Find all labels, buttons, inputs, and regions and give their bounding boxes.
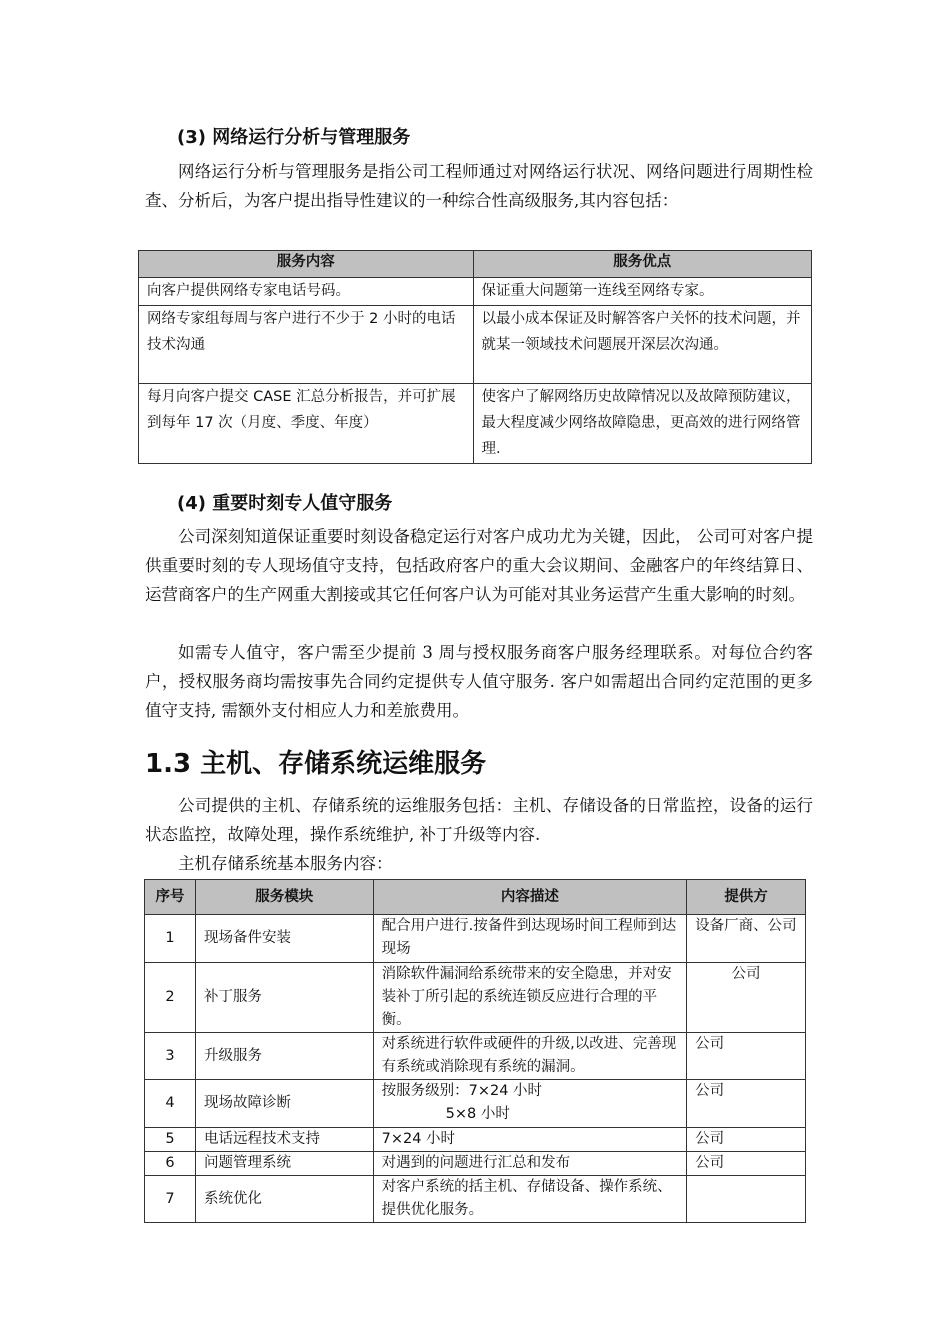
row-module: 问题管理系统 bbox=[195, 1152, 373, 1176]
section-3-intro: 网络运行分析与管理服务是指公司工程师通过对网络运行状况、网络问题进行周期性检查、分析后，为客户提出指导性建议的一种综合性高级服务,其内容包括： bbox=[145, 162, 813, 210]
table-row bbox=[145, 1128, 806, 1152]
section-3-heading: (3) 网络运行分析与管理服务 bbox=[177, 127, 411, 148]
table-cell: 保证重大问题第一连线至网络专家。 bbox=[473, 278, 812, 306]
row-provider: 公司 bbox=[687, 963, 806, 1033]
section-1-3-paragraph: 公司提供的主机、存储系统的运维服务包括：主机、存储设备的日常监控，设备的运行状态监控，故障处理，操作系统维护, 补丁升级等内容. bbox=[145, 796, 813, 844]
section-4-heading: (4) 重要时刻专人值守服务 bbox=[177, 493, 393, 514]
header-no: 序号 bbox=[145, 880, 196, 915]
table-row bbox=[145, 915, 806, 963]
row-description: 对遇到的问题进行汇总和发布 bbox=[373, 1152, 687, 1176]
table-row bbox=[145, 963, 806, 1033]
section-1-3-heading: 1.3 主机、存储系统运维服务 bbox=[145, 749, 487, 779]
row-module: 系统优化 bbox=[195, 1176, 373, 1223]
network-service-table bbox=[138, 250, 812, 464]
row-provider: 公司 bbox=[687, 1128, 806, 1152]
row-number: 2 bbox=[145, 963, 196, 1033]
row-number: 5 bbox=[145, 1128, 196, 1152]
table-row bbox=[139, 384, 812, 464]
row-provider bbox=[687, 1176, 806, 1223]
row-module: 现场备件安装 bbox=[195, 915, 373, 963]
service-level-2: 5×8 小时 bbox=[445, 1106, 510, 1122]
table-cell: 向客户提供网络专家电话号码。 bbox=[139, 278, 474, 306]
row-module: 电话远程技术支持 bbox=[195, 1128, 373, 1152]
header-service-content: 服务内容 bbox=[139, 251, 474, 278]
row-number: 1 bbox=[145, 915, 196, 963]
row-number: 7 bbox=[145, 1176, 196, 1223]
table-row bbox=[139, 306, 812, 384]
table-header-row bbox=[139, 251, 812, 278]
row-module: 补丁服务 bbox=[195, 963, 373, 1033]
row-provider: 公司 bbox=[687, 1152, 806, 1176]
header-provider: 提供方 bbox=[687, 880, 806, 915]
header-service-advantage: 服务优点 bbox=[473, 251, 812, 278]
header-description: 内容描述 bbox=[373, 880, 687, 915]
header-module: 服务模块 bbox=[195, 880, 373, 915]
section-4-paragraph-2: 如需专人值守，客户需至少提前 3 周与授权服务商客户服务经理联系。对每位合约客户，授权服务商均需按事先合同约定提供专人值守服务. 客户如需超出合同约定范围的更多值守支持, 需额外支付相应人力和差旅费用。 bbox=[145, 643, 813, 720]
table-cell: 以最小成本保证及时解答客户关怀的技术问题，并就某一领域技术问题展开深层次沟通。 bbox=[473, 306, 812, 384]
table-header-row bbox=[145, 880, 806, 915]
row-number: 4 bbox=[145, 1080, 196, 1128]
row-description: 对客户系统的括主机、存储设备、操作系统、提供优化服务。 bbox=[373, 1176, 687, 1223]
table-cell: 网络专家组每周与客户进行不少于 2 小时的电话技术沟通 bbox=[139, 306, 474, 384]
table-row bbox=[145, 1176, 806, 1223]
row-number: 6 bbox=[145, 1152, 196, 1176]
table-caption: 主机存储系统基本服务内容： bbox=[178, 854, 393, 873]
table-row bbox=[145, 1033, 806, 1080]
table-cell: 使客户了解网络历史故障情况以及故障预防建议，最大程度减少网络故障隐患，更高效的进行网络管理. bbox=[473, 384, 812, 464]
row-description: 消除软件漏洞给系统带来的安全隐患，并对安装补丁所引起的系统连锁反应进行合理的平衡。 bbox=[373, 963, 687, 1033]
row-description: 7×24 小时 bbox=[373, 1128, 687, 1152]
row-provider: 设备厂商、公司 bbox=[687, 915, 806, 963]
row-module: 现场故障诊断 bbox=[195, 1080, 373, 1128]
table-row bbox=[145, 1080, 806, 1128]
row-provider: 公司 bbox=[687, 1080, 806, 1128]
row-description: 对系统进行软件或硬件的升级,以改进、完善现有系统或消除现有系统的漏洞。 bbox=[373, 1033, 687, 1080]
row-description: 配合用户进行.按备件到达现场时间工程师到达现场 bbox=[373, 915, 687, 963]
host-storage-service-table bbox=[144, 879, 806, 1223]
row-provider: 公司 bbox=[687, 1033, 806, 1080]
table-row bbox=[139, 278, 812, 306]
row-number: 3 bbox=[145, 1033, 196, 1080]
section-4-paragraph-1: 公司深刻知道保证重要时刻设备稳定运行对客户成功尤为关键，因此， 公司可对客户提供重要时刻的专人现场值守支持，包括政府客户的重大会议期间、金融客户的年终结算日、运营商客户的生产网重大割接或其它任何客户认为可能对其业务运营产生重大影响的时刻。 bbox=[145, 527, 813, 604]
row-module: 升级服务 bbox=[195, 1033, 373, 1080]
row-description bbox=[373, 1080, 687, 1128]
table-cell: 每月向客户提交 CASE 汇总分析报告，并可扩展到每年 17 次（月度、季度、年度） bbox=[139, 384, 474, 464]
service-level-1: 按服务级别：7×24 小时 bbox=[381, 1083, 543, 1099]
table-row bbox=[145, 1152, 806, 1176]
